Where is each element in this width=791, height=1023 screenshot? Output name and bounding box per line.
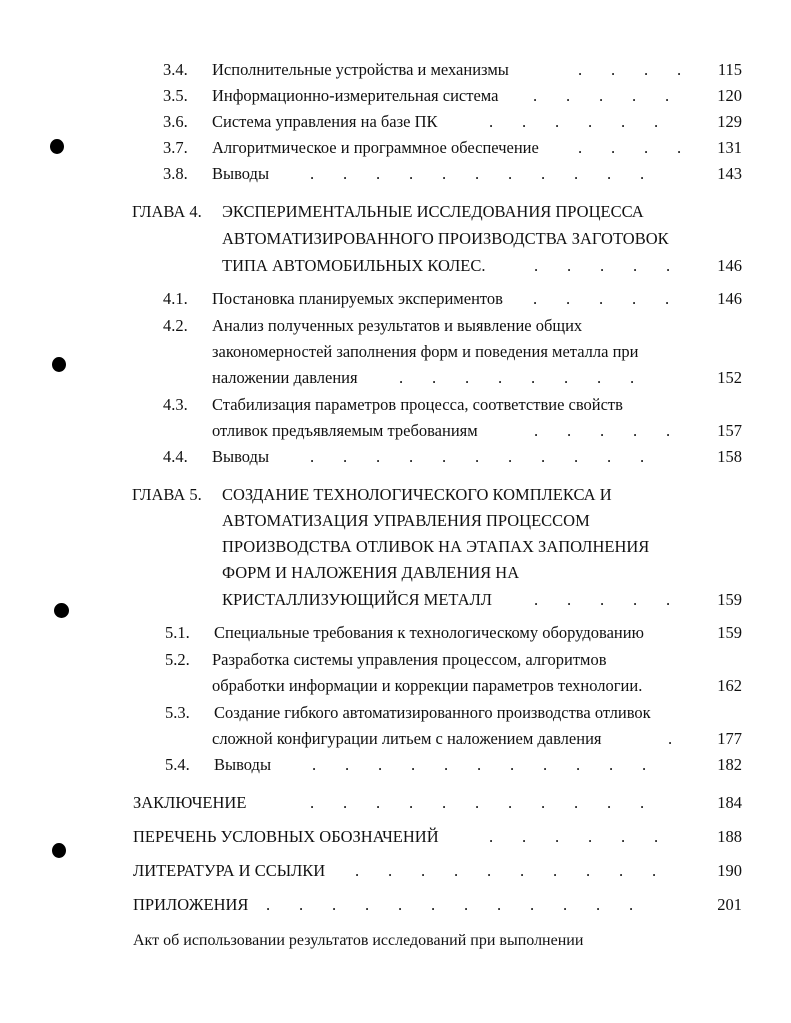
leader-dots: . . . . . . . . (399, 368, 635, 387)
toc-entry-title[interactable]: Исполнительные устройства и механизмы (212, 60, 509, 79)
leader-dots: . . . . . . . . . . . . (266, 895, 634, 914)
chapter-title-line[interactable]: ТИПА АВТОМОБИЛЬНЫХ КОЛЕС. (222, 256, 486, 275)
page-number: 131 (717, 138, 742, 157)
page-number: 159 (717, 590, 742, 609)
page-number: 190 (717, 861, 742, 880)
leader-dots: . . . . . (534, 421, 671, 440)
toc-entry-title-cont[interactable]: закономерностей заполнения форм и поведения металла при (212, 342, 639, 361)
chapter-title-line[interactable]: ФОРМ И НАЛОЖЕНИЯ ДАВЛЕНИЯ НА (222, 563, 520, 582)
section-number: 5.1. (165, 623, 190, 642)
page-number: 129 (717, 112, 742, 131)
section-number: 4.2. (163, 316, 188, 335)
chapter-title-line[interactable]: АВТОМАТИЗИРОВАННОГО ПРОИЗВОДСТВА ЗАГОТОВОК (222, 229, 669, 248)
toc-entry-title[interactable]: ЛИТЕРАТУРА И ССЫЛКИ (133, 861, 326, 880)
toc-entry-title[interactable]: Выводы (212, 164, 270, 183)
toc-entry-title-cont[interactable]: наложении давления (212, 368, 358, 387)
section-number: 3.6. (163, 112, 188, 131)
page-number: 159 (717, 623, 742, 642)
leader-dots: . . . . . . (489, 112, 659, 131)
section-number: 3.5. (163, 86, 188, 105)
leader-dots: . . . . . . . . . . . (310, 793, 645, 812)
section-number: 3.7. (163, 138, 188, 157)
page-number: 162 (717, 676, 742, 695)
chapter-label: ГЛАВА 5. (132, 485, 202, 504)
section-number: 4.4. (163, 447, 188, 466)
section-number: 5.4. (165, 755, 190, 774)
toc-entry-title[interactable]: Информационно-измерительная система (212, 86, 499, 105)
toc-entry-title[interactable]: ЗАКЛЮЧЕНИЕ (133, 793, 247, 812)
toc-entry-title[interactable]: Система управления на базе ПК (212, 112, 438, 131)
page-number: 157 (717, 421, 742, 440)
toc-entry-title-cont[interactable]: отливок предъявляемым требованиям (212, 421, 478, 440)
section-number: 4.3. (163, 395, 188, 414)
leader-dots: . . . . . (534, 256, 671, 275)
toc-entry-title[interactable]: ПРИЛОЖЕНИЯ (133, 895, 249, 914)
leader-dots: . . . . . (533, 86, 670, 105)
page-number: 182 (717, 755, 742, 774)
leader-dots: . . . . (578, 60, 682, 79)
toc-entry-title[interactable]: Анализ полученных результатов и выявление общих (212, 316, 583, 335)
punch-hole (54, 603, 69, 618)
leader-dots: . . . . . . . . . . (355, 861, 657, 880)
chapter-title-line[interactable]: ПРОИЗВОДСТВА ОТЛИВОК НА ЭТАПАХ ЗАПОЛНЕНИЯ (222, 537, 650, 556)
page-number: 152 (717, 368, 742, 387)
leader-dots: . . . . . . . . . . . (310, 164, 645, 183)
toc-entry-title[interactable]: Выводы (212, 447, 270, 466)
leader-dots: . . . . . (534, 590, 671, 609)
page-number: 120 (717, 86, 742, 105)
toc-entry-title[interactable]: Разработка системы управления процессом, алгоритмов (212, 650, 607, 669)
page-number: 158 (717, 447, 742, 466)
toc-entry-title[interactable]: Создание гибкого автоматизированного производства отливок (214, 703, 651, 722)
punch-hole (52, 843, 66, 858)
section-number: 3.4. (163, 60, 188, 79)
page-number: 115 (717, 60, 742, 79)
toc-entry-title[interactable]: Постановка планируемых экспериментов (212, 289, 503, 308)
page-number: 177 (717, 729, 742, 748)
toc-entry-title-cont[interactable]: сложной конфигурации литьем с наложением давления (212, 729, 602, 748)
toc-entry-title[interactable]: Алгоритмическое и программное обеспечение (212, 138, 539, 157)
toc-entry-title[interactable]: Специальные требования к технологическому оборудованию (214, 623, 644, 642)
section-number: 3.8. (163, 164, 188, 183)
toc-entry-title[interactable]: Выводы (214, 755, 272, 774)
leader-dots: . . . . (578, 138, 682, 157)
toc-entry-title[interactable]: ПЕРЕЧЕНЬ УСЛОВНЫХ ОБОЗНАЧЕНИЙ (133, 827, 439, 846)
section-number: 5.3. (165, 703, 190, 722)
leader-dots: . . . . . (533, 289, 670, 308)
leader-dots: . . . . . . . . . . . (312, 755, 647, 774)
toc-entry-title-cont[interactable]: обработки информации и коррекции параметров технологии. (212, 676, 643, 695)
chapter-title-line[interactable]: АВТОМАТИЗАЦИЯ УПРАВЛЕНИЯ ПРОЦЕССОМ (222, 511, 590, 530)
page-number: 201 (717, 895, 742, 914)
page-number: 188 (717, 827, 742, 846)
page-number: 184 (717, 793, 742, 812)
chapter-title-line[interactable]: ЭКСПЕРИМЕНТАЛЬНЫЕ ИССЛЕДОВАНИЯ ПРОЦЕССА (222, 202, 644, 221)
leader-dots: . . . . . . (489, 827, 659, 846)
leader-dots: . . . . . . . . . . . (310, 447, 645, 466)
toc-entry-title[interactable]: Акт об использовании результатов исследований при выполнении (133, 932, 584, 949)
section-number: 4.1. (163, 289, 188, 308)
chapter-label: ГЛАВА 4. (132, 202, 202, 221)
punch-hole (50, 139, 64, 154)
page-number: 143 (717, 164, 742, 183)
section-number: 5.2. (165, 650, 190, 669)
chapter-title-line[interactable]: СОЗДАНИЕ ТЕХНОЛОГИЧЕСКОГО КОМПЛЕКСА И (222, 485, 612, 504)
page-number: 146 (717, 289, 742, 308)
page-number: 146 (717, 256, 742, 275)
punch-hole (52, 357, 66, 372)
leader-dots: . (668, 729, 673, 748)
chapter-title-line[interactable]: КРИСТАЛЛИЗУЮЩИЙСЯ МЕТАЛЛ (222, 590, 492, 609)
toc-entry-title[interactable]: Стабилизация параметров процесса, соответствие свойств (212, 395, 623, 414)
